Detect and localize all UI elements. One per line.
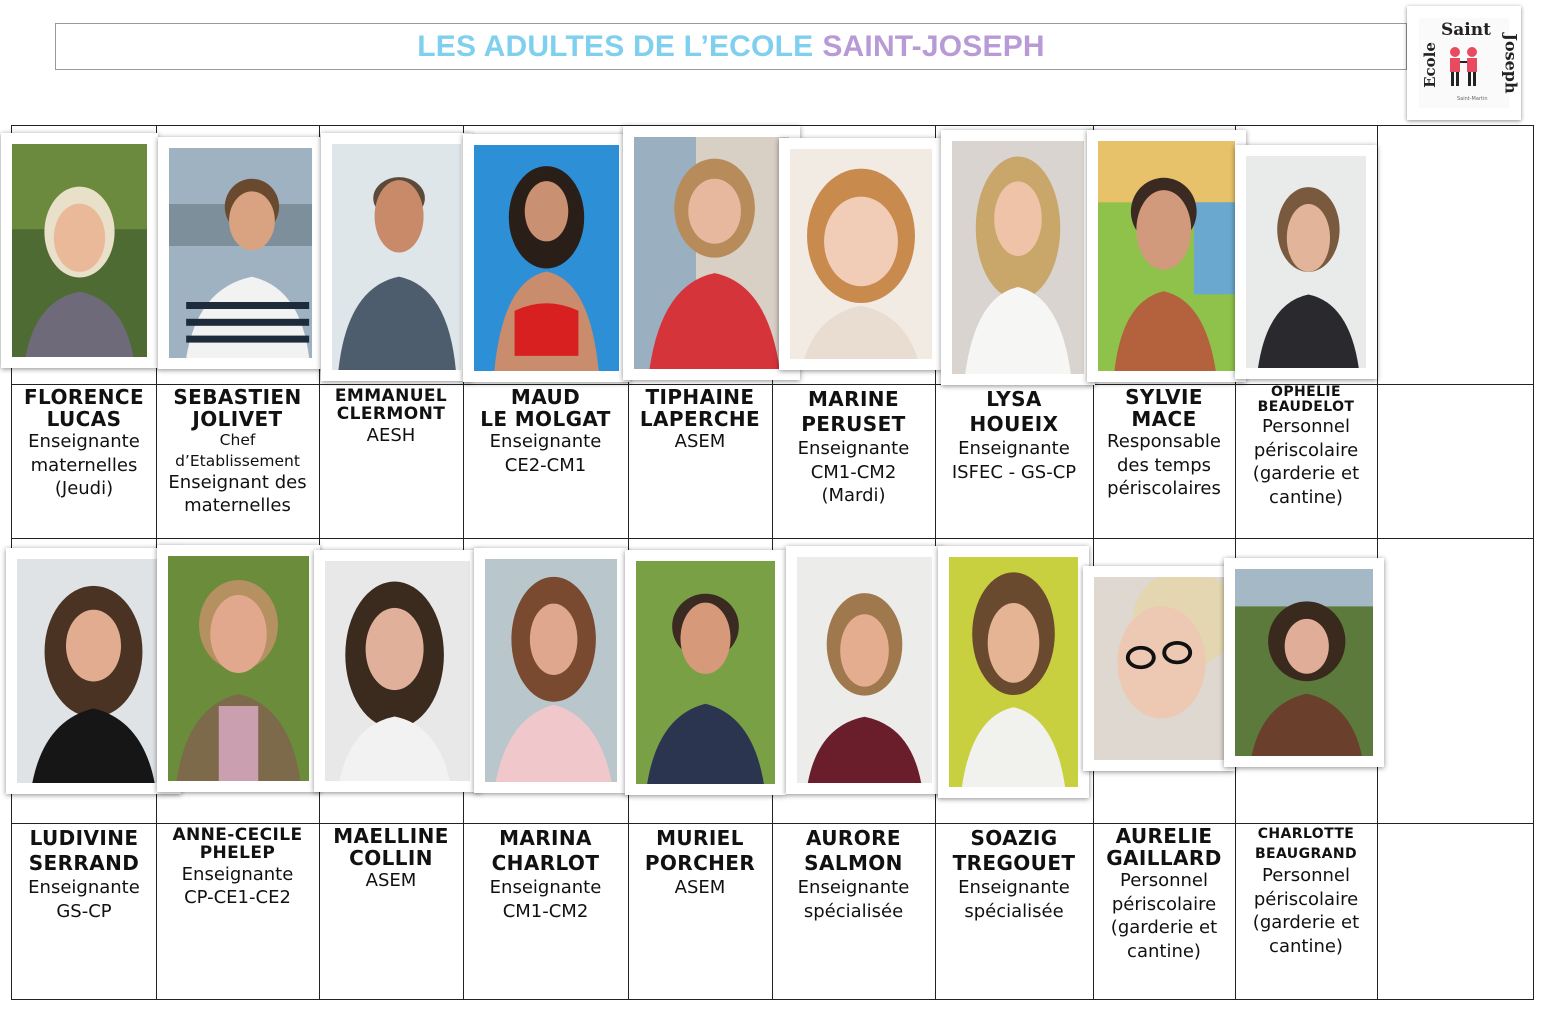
staff-last-name: SALMON — [804, 851, 903, 875]
staff-role: ASEM — [674, 431, 726, 453]
staff-first-name: TIPHAINE — [645, 385, 755, 409]
staff-last-name: COLLIN — [349, 845, 433, 870]
staff-last-name: TREGOUET — [952, 851, 1076, 875]
staff-last-name: MACE — [1131, 406, 1197, 431]
staff-role: AESH — [366, 424, 416, 446]
staff-role: CE2-CM1 — [504, 454, 587, 476]
staff-first-name: SYLVIE — [1125, 385, 1203, 409]
staff-role: cantine) — [1269, 486, 1343, 508]
staff-first-name: LUDIVINE — [29, 826, 139, 850]
logo-word-ecole: Ecole — [1420, 42, 1439, 88]
staff-role: CM1-CM2 — [810, 461, 897, 483]
staff-role: périscolaires — [1107, 478, 1221, 500]
staff-role: Responsable — [1107, 431, 1221, 453]
photo-ophelie-beaudelot — [1235, 145, 1377, 379]
staff-role: Enseignante — [797, 438, 910, 459]
staff-role: spécialisée — [964, 900, 1064, 922]
staff-card-anne-cecile-phelep — [156, 826, 319, 910]
staff-card-emmanuel-clermont — [319, 387, 463, 447]
staff-last-name: CLERMONT — [336, 404, 446, 425]
staff-card-ludivine-serrand — [12, 826, 156, 923]
staff-card-sylvie-mace — [1093, 387, 1235, 501]
staff-role: Personnel — [1120, 870, 1208, 892]
photo-lysa-houeix — [941, 130, 1095, 385]
staff-role: des temps — [1116, 454, 1212, 476]
staff-card-florence-lucas — [12, 387, 156, 501]
staff-role: (garderie et — [1110, 917, 1218, 939]
staff-first-name: MAUD — [510, 385, 581, 409]
photo-sebastien-jolivet — [158, 137, 323, 369]
staff-role: ISFEC - GS-CP — [951, 461, 1077, 483]
staff-first-name: LYSA — [986, 387, 1042, 411]
title-part2: SAINT-JOSEPH — [822, 29, 1045, 63]
staff-card-maud-le-molgat — [463, 387, 628, 477]
photo-muriel-porcher — [625, 550, 786, 795]
staff-role: maternelles — [30, 454, 138, 476]
staff-last-name: CHARLOT — [491, 851, 600, 875]
staff-first-name: ANNE-CECILE — [172, 825, 303, 845]
staff-first-name: MARINE — [807, 387, 900, 411]
staff-first-name: SOAZIG — [970, 826, 1058, 850]
children-icon — [1445, 44, 1483, 90]
staff-role: périscolaire — [1253, 888, 1359, 910]
staff-last-name: HOUEIX — [969, 412, 1059, 436]
staff-first-name: SEBASTIEN — [173, 385, 302, 409]
staff-last-name: PHELEP — [199, 843, 276, 864]
staff-role: (Mardi) — [821, 485, 886, 506]
photo-marine-peruset — [779, 138, 943, 370]
staff-first-name: MAELLINE — [333, 824, 449, 848]
staff-role: cantine) — [1127, 940, 1201, 962]
photo-ludivine-serrand — [6, 548, 181, 794]
staff-role: Enseignante — [958, 877, 1070, 898]
staff-role: maternelles — [184, 495, 291, 517]
staff-first-name: MARINA — [499, 826, 592, 850]
staff-role: Enseignant des — [168, 471, 307, 493]
staff-first-name: AURELIE — [1115, 824, 1213, 848]
photo-emmanuel-clermont — [321, 133, 472, 381]
photo-aurore-salmon — [786, 546, 943, 794]
staff-last-name: LUCAS — [46, 406, 122, 431]
staff-first-name: AURORE — [806, 826, 901, 850]
staff-role: (Jeudi) — [54, 478, 114, 500]
photo-anne-cecile-phelep — [157, 545, 320, 792]
staff-role: cantine) — [1269, 935, 1343, 957]
staff-card-lysa-houeix — [935, 387, 1093, 484]
photo-aurelie-gaillard — [1083, 566, 1235, 771]
photo-charlotte-beaugrand — [1224, 558, 1384, 767]
staff-role: Enseignante — [958, 438, 1070, 459]
school-logo — [1407, 6, 1521, 120]
staff-card-muriel-porcher — [628, 826, 772, 900]
staff-role: Enseignante — [28, 877, 140, 898]
staff-role: ASEM — [365, 870, 417, 892]
title-part1: LES ADULTES DE L’ECOLE — [417, 29, 814, 63]
photo-marina-charlot — [474, 548, 628, 793]
staff-role: périscolaire — [1111, 893, 1217, 915]
staff-last-name: PORCHER — [644, 851, 756, 875]
staff-card-charlotte-beaugrand — [1235, 825, 1377, 958]
photo-sylvie-mace — [1087, 130, 1246, 382]
logo-word-joseph: Joseph — [1501, 33, 1521, 94]
staff-role: périscolaire — [1253, 439, 1359, 461]
staff-first-name: FLORENCE — [23, 385, 145, 409]
staff-card-tiphaine-laperche — [628, 387, 772, 454]
staff-title: Chef — [219, 431, 256, 450]
staff-first-name: EMMANUEL — [334, 386, 448, 406]
photo-maud-le-molgat — [463, 134, 630, 382]
logo-caption: Saint-Martin — [1457, 96, 1488, 102]
staff-card-maelline-collin — [319, 826, 463, 893]
staff-role: Enseignante — [489, 431, 602, 453]
staff-card-sebastien-jolivet — [156, 387, 319, 518]
staff-title: d’Etablissement — [175, 451, 300, 470]
page-title — [55, 23, 1407, 70]
staff-last-name: SERRAND — [28, 851, 140, 875]
staff-last-name: BEAUGRAND — [1254, 845, 1358, 862]
photo-soazig-tregouet — [938, 546, 1089, 798]
staff-role: Enseignante — [489, 877, 602, 898]
logo-word-saint: Saint — [1441, 20, 1491, 40]
staff-role: Personnel — [1262, 865, 1350, 887]
staff-card-aurelie-gaillard — [1093, 826, 1235, 963]
photo-tiphaine-laperche — [623, 126, 800, 380]
staff-last-name: BEAUDELOT — [1257, 399, 1355, 416]
staff-last-name: LAPERCHE — [639, 406, 761, 431]
staff-card-ophelie-beaudelot — [1235, 385, 1377, 509]
staff-role: Enseignante — [181, 863, 294, 885]
staff-role: CP-CE1-CE2 — [184, 887, 291, 909]
staff-first-name: MURIEL — [656, 826, 744, 850]
staff-first-name: OPHELIE — [1271, 384, 1341, 400]
staff-first-name: CHARLOTTE — [1257, 826, 1355, 842]
staff-role: Enseignante — [28, 431, 140, 453]
staff-role: Enseignante — [797, 877, 910, 898]
staff-last-name: GAILLARD — [1106, 845, 1222, 870]
staff-card-marine-peruset — [772, 387, 935, 508]
staff-role: (garderie et — [1252, 463, 1360, 485]
staff-role: (garderie et — [1252, 912, 1360, 934]
staff-last-name: PERUSET — [801, 412, 906, 436]
staff-last-name: LE MOLGAT — [480, 406, 611, 431]
photo-florence-lucas — [1, 133, 158, 368]
staff-card-aurore-salmon — [772, 826, 935, 923]
staff-card-marina-charlot — [463, 826, 628, 923]
staff-role: GS-CP — [56, 900, 112, 922]
photo-maelline-collin — [314, 550, 481, 792]
staff-role: ASEM — [674, 877, 726, 898]
staff-role: CM1-CM2 — [502, 900, 589, 922]
staff-last-name: JOLIVET — [192, 406, 283, 431]
staff-role: Personnel — [1262, 416, 1350, 438]
staff-role: spécialisée — [803, 900, 904, 922]
staff-card-soazig-tregouet — [935, 826, 1093, 923]
